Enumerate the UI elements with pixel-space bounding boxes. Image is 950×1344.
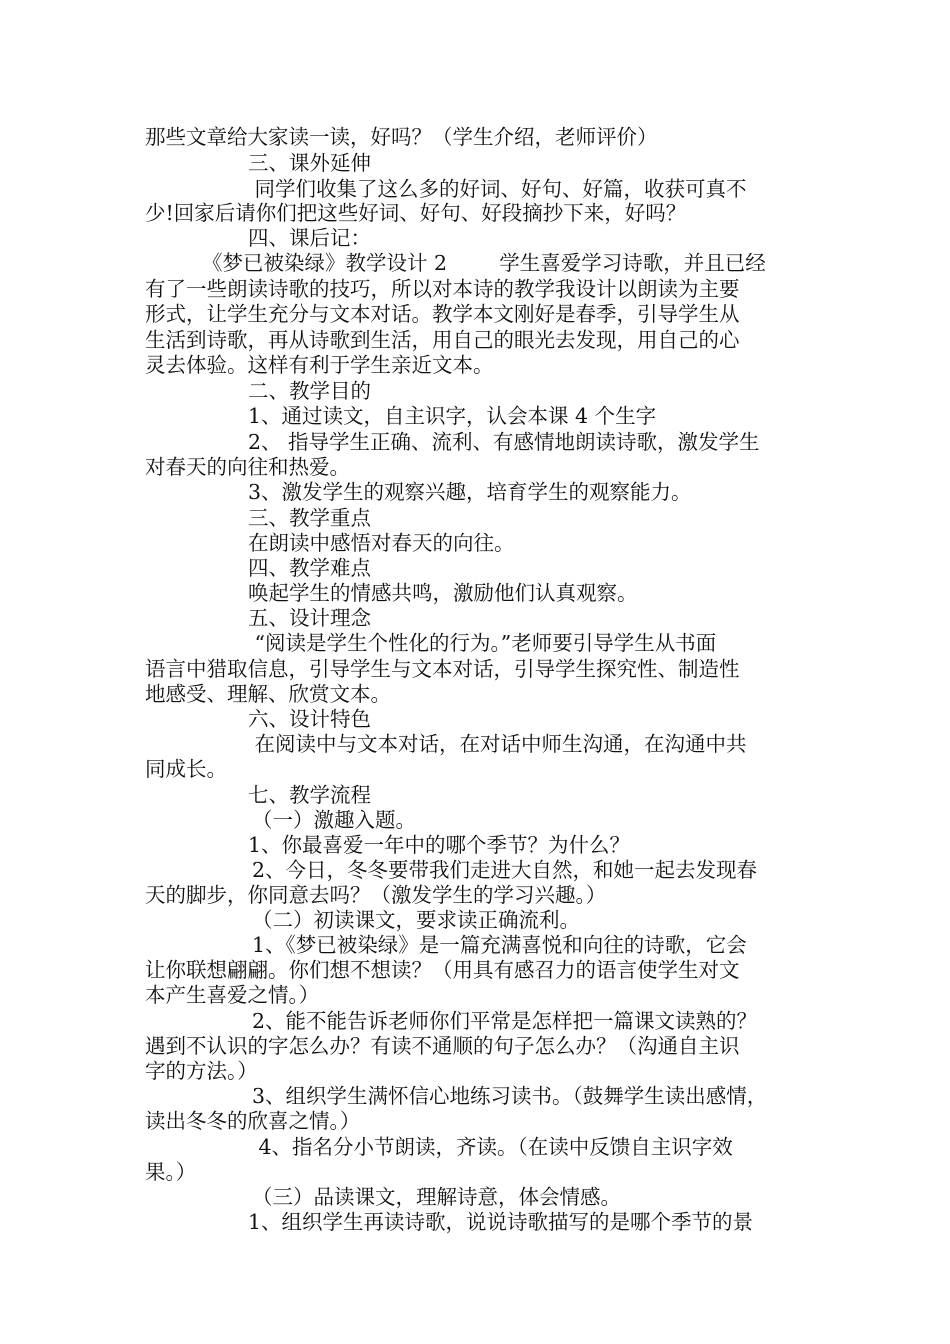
text-line: 形式，让学生充分与文本对话。教学本文刚好是春季，引导学生从 xyxy=(145,302,740,326)
text-line: 对春天的向往和热爱。 xyxy=(145,455,350,479)
text-line: 在朗读中感悟对春天的向往。 xyxy=(248,531,515,555)
text-line: 2、 指导学生正确、流利、有感情地朗读诗歌，激发学生 xyxy=(248,430,760,454)
text-line: 同学们收集了这么多的好词、好句、好篇，收获可真不 xyxy=(248,177,747,201)
text-line: 在阅读中与文本对话，在对话中师生沟通，在沟通中共 xyxy=(248,732,747,756)
text-line: 遇到不认识的字怎么办？有读不通顺的句子怎么办？（沟通自主识 xyxy=(145,1034,740,1058)
section-heading: 五、设计理念 xyxy=(248,606,371,630)
text-line: 3、激发学生的观察兴趣，培育学生的观察能力。 xyxy=(248,480,692,504)
text-line: 4、指名分小节朗读，齐读。（在读中反馈自主识字效 xyxy=(252,1135,733,1159)
section-heading: 二、教学目的 xyxy=(248,379,371,403)
text-line: 有了一些朗读诗歌的技巧，所以对本诗的教学我设计以朗读为主要 xyxy=(145,277,740,301)
text-line: 2、能不能告诉老师你们平常是怎样把一篇课文读熟的？ xyxy=(252,1009,758,1033)
text-line: 唤起学生的情感共鸣，激励他们认真观察。 xyxy=(248,581,638,605)
text-line: 字的方法。） xyxy=(145,1059,258,1083)
subsection-heading: （一）激趣入题。 xyxy=(252,808,416,832)
section-heading: 三、课外延伸 xyxy=(248,151,371,175)
text-line: “阅读是学生个性化的行为。”老师要引导学生从书面 xyxy=(248,631,717,655)
text-line: 《梦已被染绿》教学设计 2 学生喜爱学习诗歌，并且已经 xyxy=(202,251,766,275)
text-line: 语言中猎取信息，引导学生与文本对话，引导学生探究性、制造性 xyxy=(145,657,740,681)
text-line: 天的脚步，你同意去吗？（激发学生的学习兴趣。） xyxy=(145,883,607,907)
section-heading: 四、课后记： xyxy=(248,226,371,250)
text-line: 本产生喜爱之情。） xyxy=(145,983,320,1007)
text-line: 2、今日，冬冬要带我们走进大自然，和她一起去发现春 xyxy=(252,858,758,882)
text-line: 1、你最喜爱一年中的哪个季节？为什么？ xyxy=(248,833,631,857)
text-line: 果。） xyxy=(145,1160,197,1184)
section-heading: 三、教学重点 xyxy=(248,506,371,530)
subsection-heading: （三）品读课文，理解诗意，体会情感。 xyxy=(252,1185,621,1209)
section-heading: 七、教学流程 xyxy=(248,783,371,807)
text-line: 让你联想翩翩。你们想不想读？（用具有感召力的语言使学生对文 xyxy=(145,958,740,982)
text-line: 1、《梦已被染绿》是一篇充满喜悦和向往的诗歌，它会 xyxy=(252,933,747,957)
text-line: 同成长。 xyxy=(145,757,227,781)
text-line: 1、组织学生再读诗歌，说说诗歌描写的是哪个季节的景 xyxy=(248,1210,754,1234)
text-line: 那些文章给大家读一读，好吗？（学生介绍，老师评价） xyxy=(145,125,658,149)
text-line: 读出冬冬的欣喜之情。） xyxy=(145,1109,361,1133)
text-line: 1、通过读文，自主识字，认会本课 4 个生字 xyxy=(248,404,657,428)
text-line: 3、组织学生满怀信心地练习读书。（鼓舞学生读出感情， xyxy=(252,1084,768,1108)
section-heading: 四、教学难点 xyxy=(248,556,371,580)
text-line: 少!回家后请你们把这些好词、好句、好段摘抄下来，好吗？ xyxy=(145,201,687,225)
text-line: 地感受、理解、欣赏文本。 xyxy=(145,682,391,706)
text-line: 生活到诗歌，再从诗歌到生活，用自己的眼光去发现，用自己的心 xyxy=(145,328,740,352)
text-line: 灵去体验。这样有利于学生亲近文本。 xyxy=(145,353,494,377)
subsection-heading: （二）初读课文，要求读正确流利。 xyxy=(252,908,580,932)
section-heading: 六、设计特色 xyxy=(248,707,371,731)
